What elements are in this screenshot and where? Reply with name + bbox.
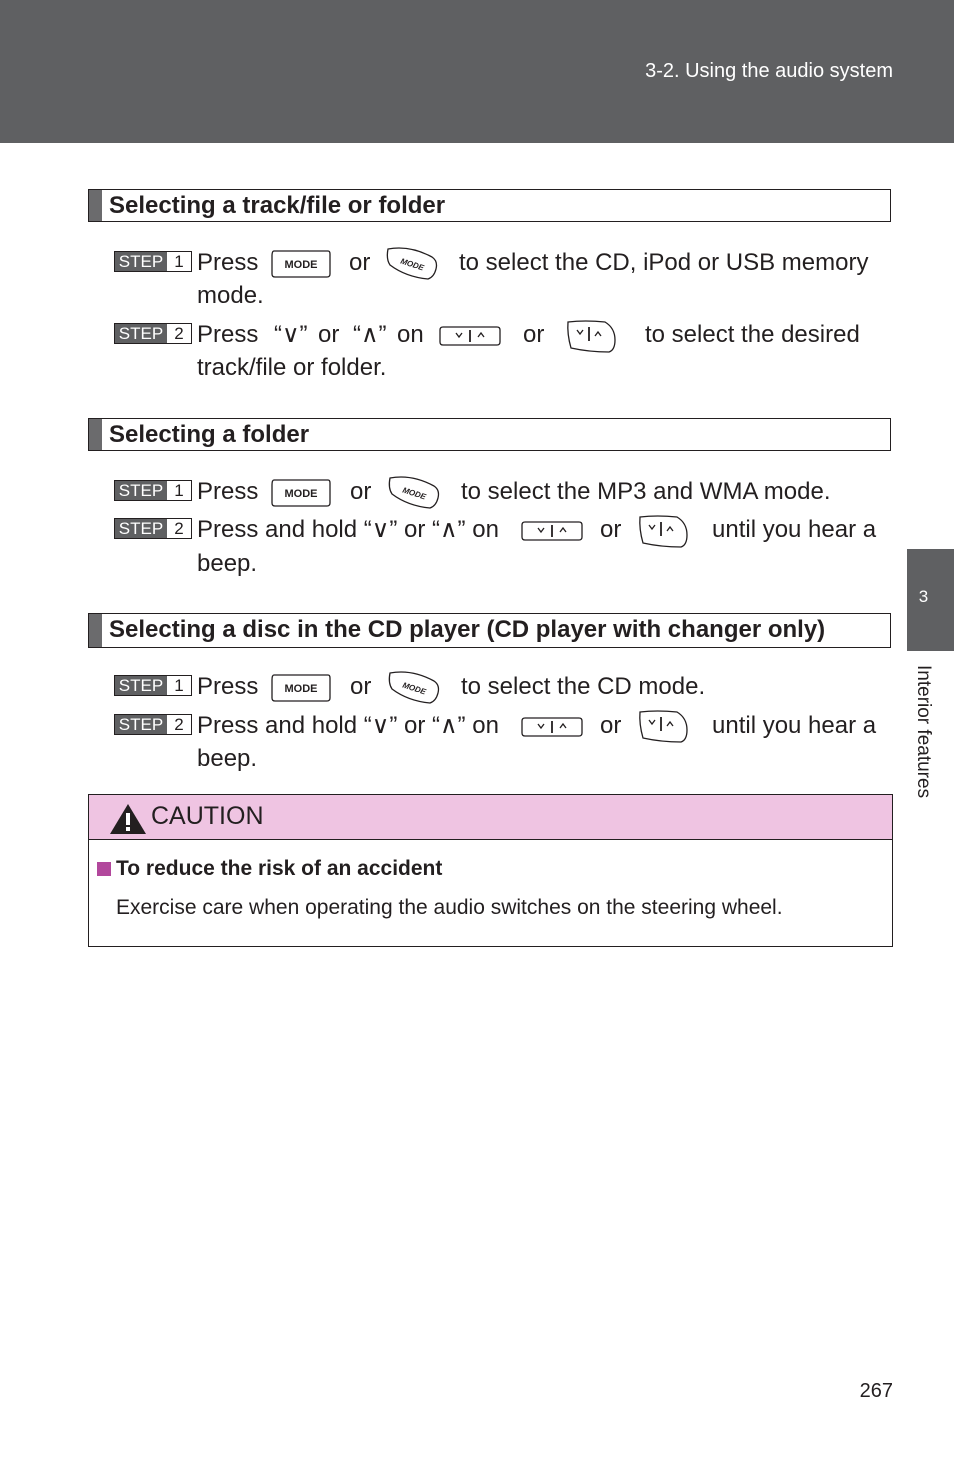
step-number: 1 bbox=[167, 481, 191, 500]
mode-text: MODE bbox=[284, 683, 318, 695]
page-number: 267 bbox=[859, 1380, 893, 1402]
step-text: to select the CD, iPod or USB memory bbox=[459, 249, 869, 276]
step-text: until you hear a bbox=[712, 712, 877, 739]
caution-heading: CAUTION bbox=[151, 802, 264, 830]
section-title: Selecting a disc in the CD player (CD player with changer only) bbox=[109, 616, 826, 643]
section-heading-folder bbox=[88, 418, 891, 451]
step-text: or bbox=[600, 516, 622, 543]
step-badge bbox=[114, 675, 192, 696]
step-badge bbox=[114, 518, 192, 539]
step-text: Press bbox=[197, 673, 259, 700]
seek-button-icon bbox=[520, 716, 584, 738]
step-text: or bbox=[523, 321, 545, 348]
step-text: Press bbox=[197, 321, 259, 348]
step-text: “∧” bbox=[353, 321, 387, 348]
step-badge bbox=[114, 714, 192, 735]
step-label: STEP bbox=[115, 715, 167, 734]
page-header bbox=[0, 0, 954, 143]
step-label: STEP bbox=[115, 676, 167, 695]
step-label: STEP bbox=[115, 519, 167, 538]
step-number: 2 bbox=[167, 324, 191, 343]
seek-steering-switch-icon bbox=[565, 318, 619, 356]
warning-triangle-icon bbox=[109, 803, 147, 835]
step-badge bbox=[114, 251, 192, 272]
step-label: STEP bbox=[115, 481, 167, 500]
step-text: beep. bbox=[197, 550, 258, 577]
step-number: 1 bbox=[167, 252, 191, 271]
mode-text: MODE bbox=[284, 488, 318, 500]
step-text: track/file or folder. bbox=[197, 354, 387, 381]
mode-button-icon bbox=[270, 477, 332, 509]
chapter-tab bbox=[907, 549, 954, 651]
mode-text: MODE bbox=[401, 485, 427, 502]
mode-steering-switch-icon bbox=[386, 667, 442, 707]
step-number: 2 bbox=[167, 715, 191, 734]
step-badge bbox=[114, 480, 192, 501]
step-text: or bbox=[350, 478, 372, 505]
seek-steering-switch-icon bbox=[637, 513, 691, 551]
step-text: or bbox=[350, 673, 372, 700]
step-text: to select the CD mode. bbox=[461, 673, 706, 700]
step-text: on bbox=[397, 321, 424, 348]
mode-steering-switch-icon bbox=[384, 243, 440, 283]
step-text: Press bbox=[197, 478, 259, 505]
step-text: to select the MP3 and WMA mode. bbox=[461, 478, 831, 505]
step-text: “∨” bbox=[274, 321, 308, 348]
step-text: Press and hold “∨” or “∧” on bbox=[197, 712, 499, 739]
step-text: mode. bbox=[197, 282, 264, 309]
mode-steering-switch-icon bbox=[386, 472, 442, 512]
step-number: 2 bbox=[167, 519, 191, 538]
seek-button-icon bbox=[520, 520, 584, 542]
mode-button-icon bbox=[270, 672, 332, 704]
step-badge bbox=[114, 323, 192, 344]
step-text: or bbox=[318, 321, 340, 348]
bullet-square-icon bbox=[97, 862, 111, 876]
step-text: beep. bbox=[197, 745, 258, 772]
mode-text: MODE bbox=[401, 680, 427, 697]
step-text: until you hear a bbox=[712, 516, 877, 543]
step-label: STEP bbox=[115, 252, 167, 271]
mode-text: MODE bbox=[399, 256, 425, 273]
step-text: or bbox=[349, 249, 371, 276]
caution-box bbox=[88, 794, 893, 947]
step-text: to select the desired bbox=[645, 321, 860, 348]
seek-button-icon bbox=[438, 325, 502, 347]
section-heading-track bbox=[88, 189, 891, 222]
mode-button-icon bbox=[270, 248, 332, 280]
caution-body: Exercise care when operating the audio switches on the steering wheel. bbox=[116, 896, 783, 919]
section-title: Selecting a track/file or folder bbox=[109, 192, 446, 219]
caution-title: To reduce the risk of an accident bbox=[116, 857, 443, 880]
step-text: Press bbox=[197, 249, 259, 276]
seek-steering-switch-icon bbox=[637, 708, 691, 746]
step-text: Press and hold “∨” or “∧” on bbox=[197, 516, 499, 543]
step-number: 1 bbox=[167, 676, 191, 695]
section-heading-disc bbox=[88, 613, 891, 648]
chapter-number: 3 bbox=[918, 587, 929, 606]
chapter-title: 3-2. Using the audio system bbox=[645, 60, 893, 82]
chapter-label: Interior features bbox=[913, 665, 934, 799]
step-text: or bbox=[600, 712, 622, 739]
section-title: Selecting a folder bbox=[109, 421, 310, 448]
mode-text: MODE bbox=[284, 259, 318, 271]
step-label: STEP bbox=[115, 324, 167, 343]
caution-header bbox=[89, 795, 892, 840]
